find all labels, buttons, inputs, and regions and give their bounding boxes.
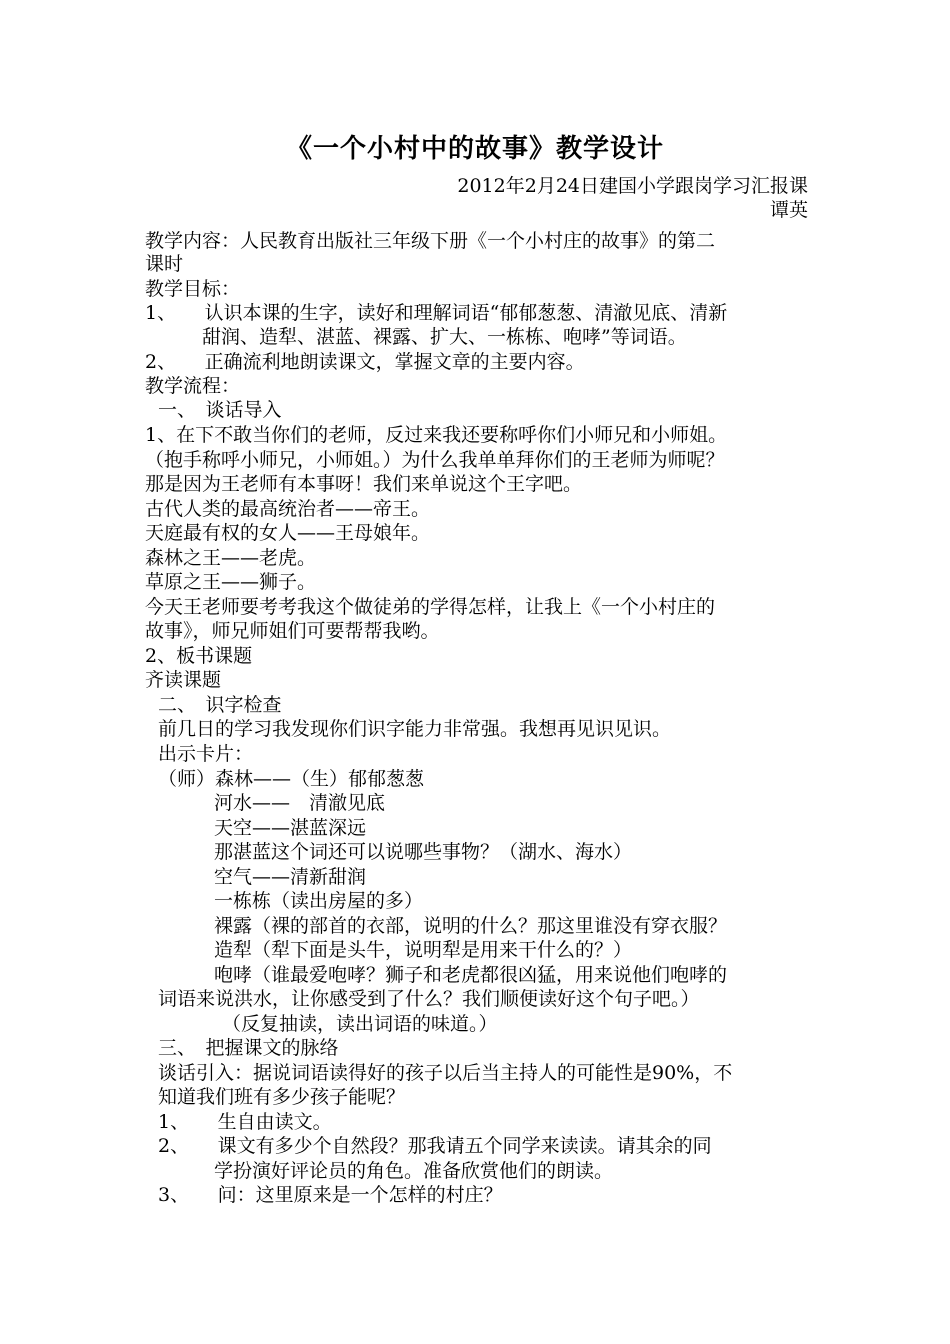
- text-line: 3、 问：这里原来是一个怎样的村庄？: [158, 1184, 503, 1206]
- text-line: 造犁（犁下面是头牛，说明犁是用来干什么的？）: [214, 939, 633, 961]
- text-line: 1、在下不敢当你们的老师，反过来我还要称呼你们小师兄和小师姐。: [145, 424, 728, 446]
- text-line: 甜润、造犁、湛蓝、裸露、扩大、一栋栋、咆哮”等词语。: [202, 326, 687, 348]
- text-line: （反复抽读，读出词语的味道。）: [222, 1013, 498, 1035]
- text-line: 谈话引入：据说词语读得好的孩子以后当主持人的可能性是90%，不: [158, 1062, 733, 1084]
- text-line: 森林之王——老虎。: [145, 547, 317, 569]
- text-line: 故事》，师兄师姐们可要帮帮我哟。: [145, 620, 440, 642]
- text-line: 一栋栋（读出房屋的多）: [214, 890, 424, 912]
- text-line: 2、 课文有多少个自然段？那我请五个同学来读读。请其余的同: [158, 1135, 712, 1157]
- text-line: 天庭最有权的女人——王母娘年。: [145, 522, 431, 544]
- text-line: （抱手称呼小师兄，小师姐。）为什么我单单拜你们的王老师为师呢？: [145, 449, 725, 471]
- text-line: 那是因为王老师有本事呀！我们来单说这个王字吧。: [145, 473, 583, 495]
- text-line: 河水—— 清澈见底: [214, 792, 386, 814]
- text-line: 知道我们班有多少孩子能呢？: [158, 1086, 406, 1108]
- text-line: 教学目标：: [145, 278, 241, 300]
- section-heading: 一、 谈话导入: [158, 399, 282, 421]
- text-line: 前几日的学习我发现你们识字能力非常强。我想再见识见识。: [158, 718, 672, 740]
- text-line: 天空——湛蓝深远: [214, 817, 367, 839]
- text-line: 教学流程：: [145, 375, 241, 397]
- text-line: 1、 认识本课的生字，读好和理解词语“郁郁葱葱、清澈见底、清新: [145, 302, 728, 324]
- text-line: 词语来说洪水，让你感受到了什么？我们顺便读好这个句子吧。）: [158, 988, 700, 1010]
- text-line: 1、 生自由读文。: [158, 1111, 332, 1133]
- text-line: 今天王老师要考考我这个做徒弟的学得怎样，让我上《一个小村庄的: [145, 596, 716, 618]
- date-line: 2012年2月24日建国小学跟岗学习汇报课: [457, 175, 808, 197]
- text-line: 咆哮（谁最爱咆哮？狮子和老虎都很凶猛，用来说他们咆哮的: [214, 964, 728, 986]
- text-line: 那湛蓝这个词还可以说哪些事物？（湖水、海水）: [214, 841, 633, 863]
- text-line: 2、 正确流利地朗读课文，掌握文章的主要内容。: [145, 351, 585, 373]
- text-line: 草原之王——狮子。: [145, 571, 317, 593]
- section-heading: 三、 把握课文的脉络: [158, 1037, 339, 1059]
- text-line: 古代人类的最高统治者——帝王。: [145, 498, 431, 520]
- text-line: 学扮演好评论员的角色。准备欣赏他们的朗读。: [214, 1160, 614, 1182]
- document-title: 《一个小村中的故事》教学设计: [285, 134, 664, 164]
- text-line: 2、板书课题: [145, 645, 253, 667]
- text-line: 出示卡片：: [158, 743, 254, 765]
- text-line: 齐读课题: [145, 669, 222, 691]
- text-line: （师）森林——（生）郁郁葱葱: [158, 768, 425, 790]
- text-line: 课时: [145, 253, 184, 275]
- section-heading: 二、 识字检查: [158, 694, 282, 716]
- author-name: 谭英: [769, 199, 808, 221]
- text-line: 裸露（裸的部首的衣部，说明的什么？那这里谁没有穿衣服？: [214, 915, 728, 937]
- text-line: 空气——清新甜润: [214, 866, 367, 888]
- text-line: 教学内容：人民教育出版社三年级下册《一个小村庄的故事》的第二: [145, 230, 716, 252]
